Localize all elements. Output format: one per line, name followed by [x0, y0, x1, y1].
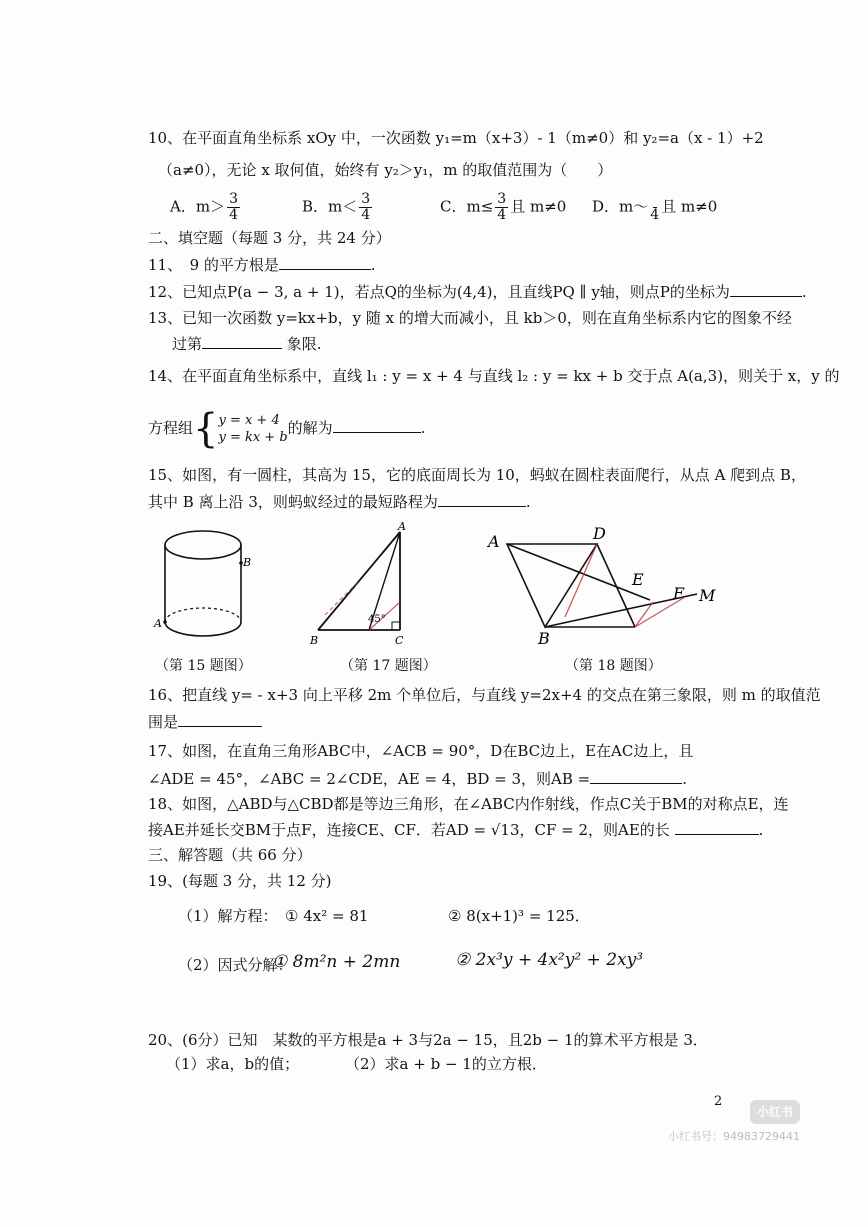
q18-line1: 18、如图，△ABD与△CBD都是等边三角形，在∠ABC内作射线，作点C关于BM的对称点E，连: [148, 795, 789, 813]
page-number: 2: [714, 1094, 723, 1109]
q19-p1-label: （1）解方程：: [178, 907, 278, 925]
section2-heading: 二、填空题（每题 3 分，共 24 分）: [148, 229, 391, 247]
quad-label-d: D: [593, 524, 606, 543]
q10-line1: 10、在平面直角坐标系 xOy 中，一次函数 y₁=m（x+3）- 1（m≠0）和 y₂=a（x - 1）+2: [148, 129, 764, 147]
section3-heading: 三、解答题（共 66 分）: [148, 846, 312, 864]
q19-p1-a: ① 4x² = 81: [285, 907, 369, 925]
tri-label-c: C: [395, 634, 404, 647]
caption-fig18: （第 18 题图）: [565, 658, 662, 674]
tri-label-b: B: [310, 634, 319, 647]
q15-line1: 15、如图，有一圆柱，其高为 15，它的底面周长为 10，蚂蚁在圆柱表面爬行，从点 A 爬到点 B，: [148, 466, 806, 484]
q11: 11、 9 的平方根是 .: [148, 256, 376, 274]
q15-line2: 其中 B 离上沿 3，则蚂蚁经过的最短路程为 .: [148, 493, 531, 511]
left-brace: {: [193, 406, 219, 452]
cyl-label-a: A: [154, 617, 162, 630]
q19-title: 19、(每题 3 分，共 12 分): [148, 872, 332, 890]
q20-line1: 20、(6分）已知 某数的平方根是a + 3与2a − 15，且2b − 1的算术平方根是 3．: [148, 1031, 708, 1049]
quad-label-f: F: [673, 584, 685, 603]
q14-line2: 方程组{ y = x + 4 y = kx + b 的解为 .: [148, 406, 426, 452]
tri-label-a: A: [398, 520, 406, 533]
q16-line2: 围是: [148, 712, 262, 732]
cyl-label-b: B: [243, 556, 252, 569]
watermark-logo: 小红书: [750, 1100, 800, 1124]
q14-line1: 14、在平面直角坐标系中，直线 l₁ : y = x + 4 与直线 l₂ : y = kx + b 交于点 A(a,3)，则关于 x，y 的: [148, 367, 840, 385]
caption-fig15: （第 15 题图）: [155, 658, 252, 674]
q19-p1-b: ② 8(x+1)³ = 125．: [448, 907, 590, 925]
quad-label-b: B: [538, 629, 550, 648]
q19-p2-b: ② 2x³y + 4x²y² + 2xy³: [455, 950, 644, 970]
caption-fig17: （第 17 题图）: [340, 658, 437, 674]
q10-option-d: D．m～ 4 且 m≠0: [592, 192, 717, 223]
q20-sub2: （2）求a + b − 1的立方根．: [345, 1055, 547, 1073]
q10-option-b: B．m＜ $\frac{3}{4}$: [302, 191, 371, 223]
figure-quadrilateral: [485, 522, 725, 652]
q17-line2: ∠ADE = 45°，∠ABC = 2∠CDE，AE = 4，BD = 3，则AB = .: [148, 770, 688, 788]
q10-line2: （a≠0），无论 x 取何值，始终有 y₂＞y₁，m 的取值范围为（ ）: [158, 161, 613, 179]
q13-line2: 过第 象限.: [172, 335, 322, 353]
q18-line2: 接AE并延长交BM于点F，连接CE、CF．若AD = √13，CF = 2，则AE的长 .: [148, 821, 764, 839]
q17-line1: 17、如图，在直角三角形ABC中，∠ACB = 90°，D在BC边上，E在AC边上，且: [148, 742, 694, 760]
q20-sub1: （1）求a，b的值；: [166, 1055, 300, 1073]
q13-line1: 13、已知一次函数 y=kx+b，y 随 x 的增大而减小，且 kb＞0，则在直角坐标系内它的图象不经: [148, 309, 792, 327]
q12: 12、已知点P(a − 3, a + 1)，若点Q的坐标为(4,4)，且直线PQ ∥ y轴，则点P的坐标为 .: [148, 283, 807, 301]
figure-triangle: [305, 520, 425, 650]
q19-p2-label: （2）因式分解：: [178, 956, 293, 974]
q19-p2-a: ① 8m²n + 2mn: [272, 952, 401, 972]
q10-option-c: C．m≤ $\frac{3}{4}$ 且 m≠0: [440, 191, 567, 223]
quad-label-a: A: [488, 532, 500, 551]
q16-line1: 16、把直线 y= - x+3 向上平移 2m 个单位后，与直线 y=2x+4 的交点在第三象限，则 m 的取值范: [148, 686, 821, 704]
figure-cylinder: [150, 525, 260, 650]
quad-label-m: M: [699, 586, 716, 605]
quad-label-e: E: [632, 570, 644, 589]
tri-angle-label: 45°: [368, 614, 386, 625]
watermark-text: 小红书号：94983729441: [668, 1130, 800, 1143]
q10-option-a: A．m＞ $\frac{3}{4}$: [170, 191, 238, 223]
